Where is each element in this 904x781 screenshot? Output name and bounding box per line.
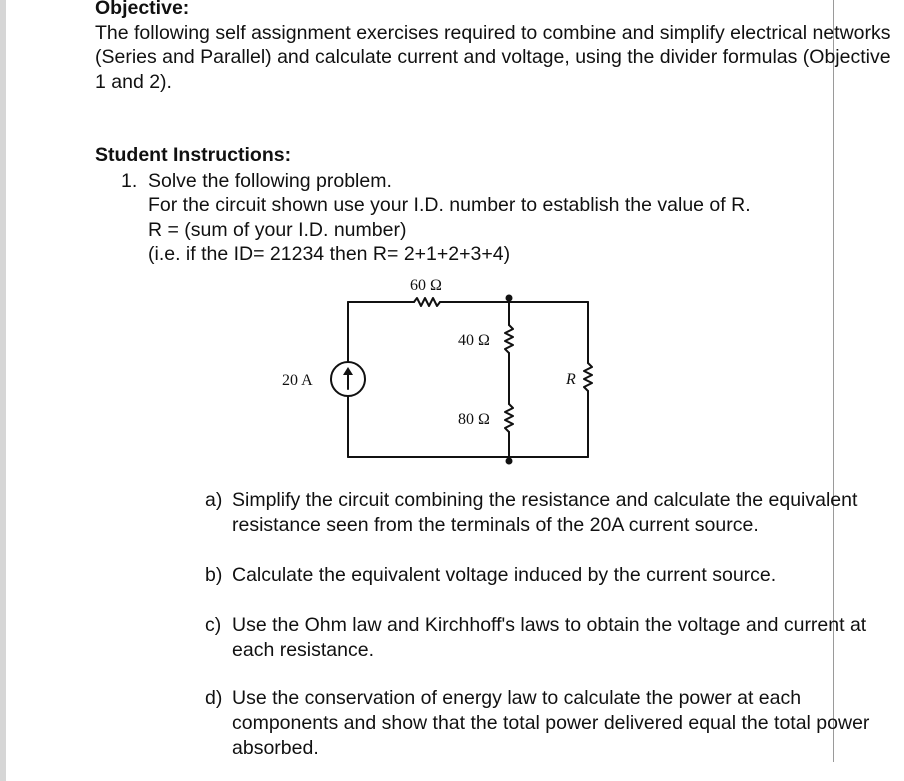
question-d-text (232, 686, 869, 761)
question-a-text (232, 488, 857, 538)
question-c-line-2: each resistance. (232, 639, 374, 661)
instructions-heading: Student Instructions: (95, 144, 292, 166)
question-d-line-2: components and show that the total power delivered equal the total power (232, 712, 870, 734)
question-a-letter: a) (205, 489, 223, 511)
question-d-letter: d) (205, 687, 223, 709)
resistor-r-symbol (584, 363, 592, 391)
circuit-diagram (268, 265, 618, 485)
resistor-80-symbol (505, 404, 513, 432)
label-40-ohm: 40 Ω (458, 332, 490, 349)
left-margin-bar (0, 0, 6, 781)
instruction-detail-1: For the circuit shown use your I.D. number to establish the value of R. (148, 194, 751, 216)
instruction-number: 1. (121, 170, 138, 192)
question-a-line-2: resistance seen from the terminals of the 20A current source. (232, 514, 759, 536)
node-top-dot (506, 295, 513, 302)
instruction-detail-3: (i.e. if the ID= 21234 then R= 2+1+2+3+4) (148, 243, 511, 265)
question-a-line-1: Simplify the circuit combining the resistance and calculate the equivalent (232, 489, 858, 511)
question-b-letter: b) (205, 564, 223, 586)
question-c-letter: c) (205, 614, 222, 636)
instruction-detail-2: R = (sum of your I.D. number) (148, 219, 407, 241)
question-d-line-1: Use the conservation of energy law to calculate the power at each (232, 687, 802, 709)
resistor-40-symbol (505, 325, 513, 353)
resistor-60-symbol (414, 298, 440, 306)
node-bottom-dot (506, 458, 513, 465)
label-20a: 20 A (282, 372, 313, 389)
label-80-ohm: 80 Ω (458, 411, 490, 428)
question-c-line-1: Use the Ohm law and Kirchhoff's laws to obtain the voltage and current at (232, 614, 867, 636)
instruction-item: Solve the following problem. (148, 170, 392, 192)
label-60-ohm: 60 Ω (410, 277, 442, 294)
question-c-text (232, 613, 866, 663)
objective-line-2: (Series and Parallel) and calculate current and voltage, using the divider formulas (Objective (95, 46, 891, 68)
current-arrow-head (343, 367, 353, 375)
objective-line-3: 1 and 2). (95, 71, 172, 93)
question-b-line-1: Calculate the equivalent voltage induced by the current source. (232, 564, 777, 586)
circuit-svg (268, 265, 618, 485)
question-d-line-3: absorbed. (232, 737, 319, 759)
objective-heading: Objective: (95, 0, 190, 19)
question-b-text (232, 563, 776, 588)
label-r: R (566, 371, 576, 388)
objective-line-1: The following self assignment exercises required to combine and simplify electrical networks (95, 22, 891, 44)
